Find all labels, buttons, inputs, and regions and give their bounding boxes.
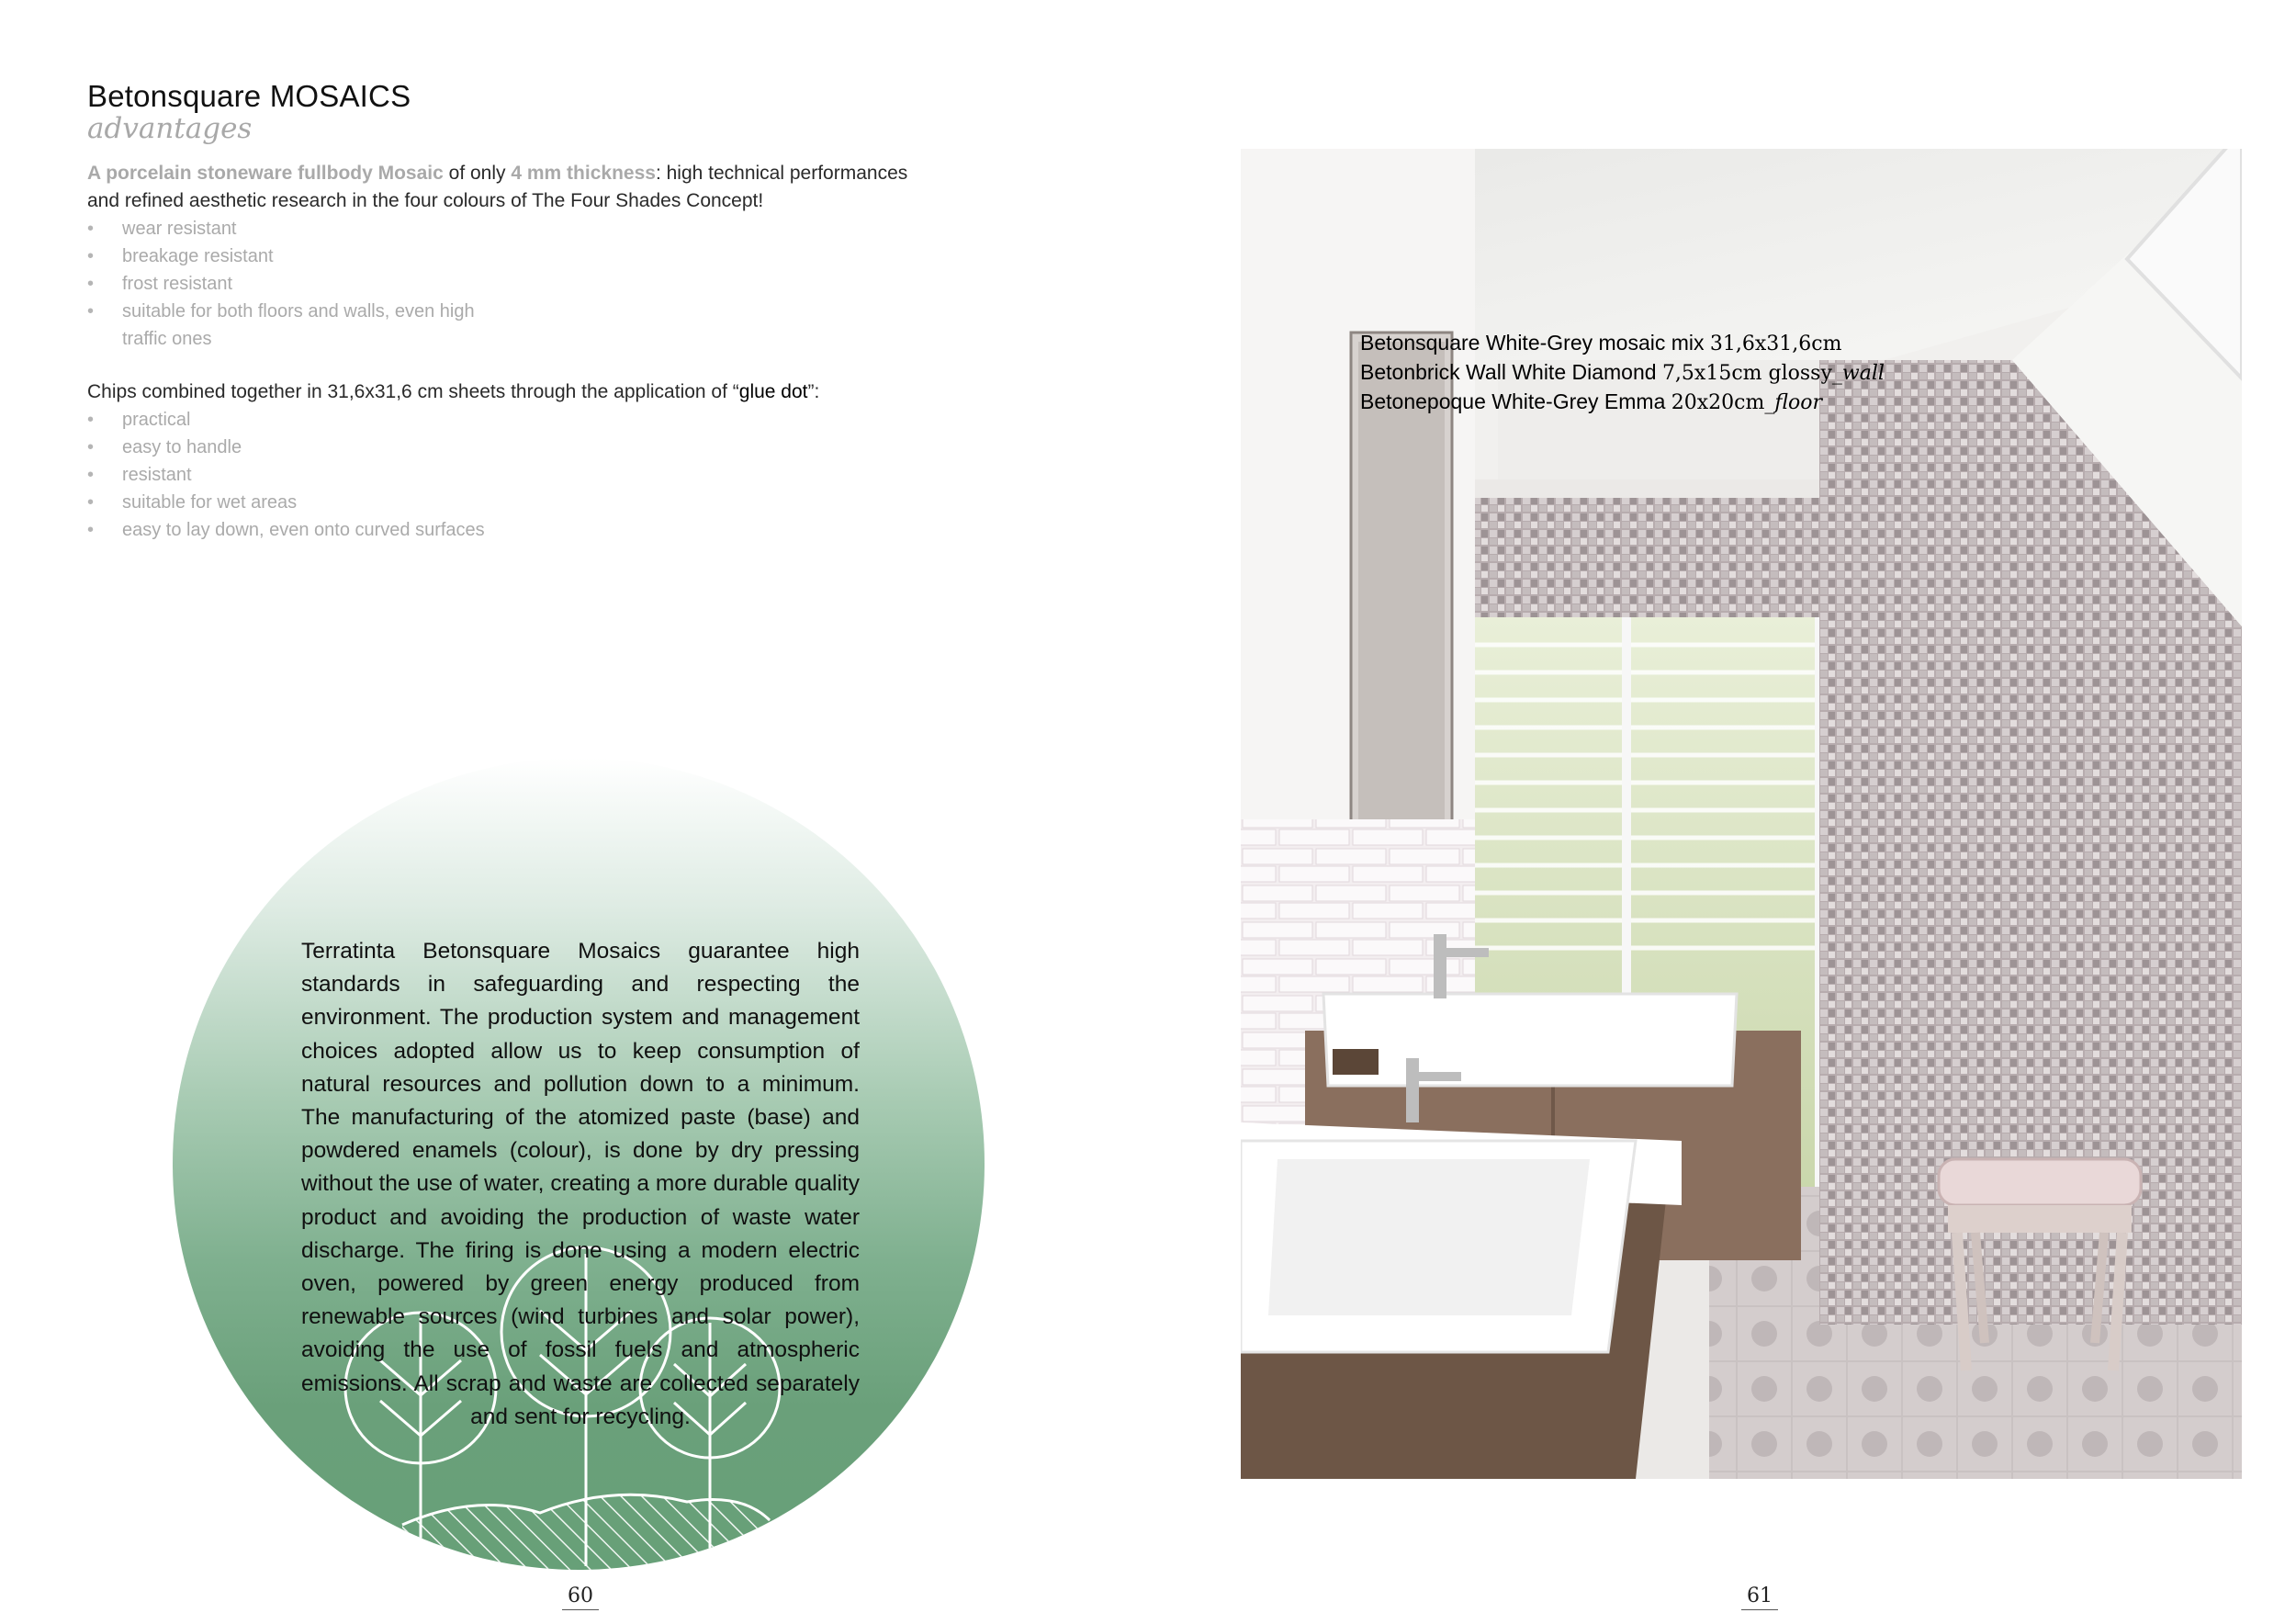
product-size: 31,6x31,6cm xyxy=(1709,333,1842,355)
list-item: • suitable for wet areas xyxy=(87,489,526,516)
caption-line xyxy=(1360,329,1885,358)
list-item: • suitable for both floors and walls, even high traffic ones xyxy=(87,298,517,353)
list-item: • wear resistant xyxy=(87,215,526,242)
intro-paragraph xyxy=(87,160,914,215)
right-page xyxy=(1148,0,2296,1624)
intro-highlight-thickness: 4 mm thickness xyxy=(511,163,656,184)
list-item: • frost resistant xyxy=(87,270,526,298)
intro-highlight-material: A porcelain stoneware fullbody Mosaic xyxy=(87,163,444,184)
page-number: 61 xyxy=(1732,1585,1787,1607)
eco-paragraph: Terratinta Betonsquare Mosaics guarantee high standards in safeguarding and respecting the environment. The production system and management choices adopted allow us to keep consumption of natural resources and pollution down to a minimum. The manufacturing of the atomized paste (base) and powdered enamels (colour), is done by dry pressing without the use of water, creating a more durable quality product and avoiding the production of waste water discharge. The firing is done using a modern electric oven, powered by green energy produced from renewable sources (wind turbines and solar power), avoiding the use of fossil fuels and atmospheric emissions. All scrap and waste are collected separately and sent for recycling. xyxy=(301,939,860,1429)
advantages-list xyxy=(87,215,526,353)
list-item: • easy to lay down, even onto curved surfaces xyxy=(87,516,673,544)
list-item: • practical xyxy=(87,406,526,434)
product-name: Betonsquare White-Grey mosaic mix xyxy=(1360,331,1705,355)
page-title: Betonsquare MOSAICS xyxy=(87,79,411,113)
chips-paragraph xyxy=(87,378,914,406)
page-number: 60 xyxy=(553,1585,608,1607)
chips-text-2: ”: xyxy=(807,381,820,402)
list-item: • resistant xyxy=(87,461,526,489)
intro-text-1: of only xyxy=(443,163,512,184)
chips-strong: glue dot xyxy=(738,381,808,402)
list-item: • breakage resistant xyxy=(87,242,526,270)
glue-dot-benefits-list xyxy=(87,406,673,544)
caption-line xyxy=(1360,358,1885,388)
product-usage: floor xyxy=(1774,391,1823,414)
product-size: 20x20cm_ xyxy=(1671,391,1775,414)
chips-text-1: Chips combined together in 31,6x31,6 cm sheets through the application of “ xyxy=(87,381,739,402)
product-name: Betonepoque White-Grey Emma xyxy=(1360,389,1666,413)
product-usage: wall xyxy=(1841,362,1885,385)
product-size: 7,5x15cm glossy_ xyxy=(1661,362,1842,385)
intro-text-2: : high technical performances and refined aesthetic research in the four colours of The Four Shades Concept! xyxy=(87,163,908,211)
bathroom-photo xyxy=(1241,149,2242,1479)
product-name: Betonbrick Wall White Diamond xyxy=(1360,360,1657,384)
product-caption xyxy=(1360,329,1885,417)
page-subtitle: advantages xyxy=(87,112,253,145)
list-item: • easy to handle xyxy=(87,434,526,461)
caption-line xyxy=(1360,388,1885,417)
